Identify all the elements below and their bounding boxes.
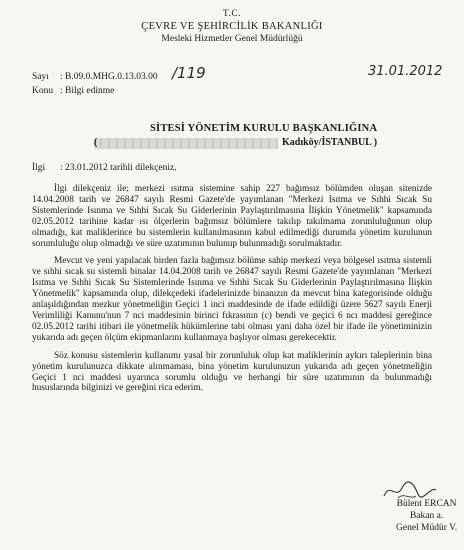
addressee-title: SİTESİ YÖNETİM KURULU BAŞKANLIĞINA (150, 123, 378, 134)
handwritten-date: 31.01.2012 (368, 64, 443, 79)
addressee-paren: ( (94, 137, 98, 148)
konu-label: Konu (32, 86, 54, 96)
letterhead-directorate: Mesleki Hizmetler Genel Müdürlüğü (161, 34, 303, 44)
handwritten-number: /119 (172, 64, 206, 82)
addressee-city: Kadıköy/İSTANBUL ) (282, 137, 378, 148)
redaction-bar (94, 138, 278, 149)
letterhead (0, 8, 464, 45)
ilgi-label: İlgi (32, 163, 46, 173)
sayi-label: Sayı (32, 72, 49, 82)
sayi-row (32, 70, 158, 84)
addressee-address (94, 137, 424, 151)
ilgi-line (32, 163, 177, 173)
letterhead-ministry: ÇEVRE VE ŞEHİRCİLİK BAKANLIĞI (141, 21, 323, 32)
letterhead-tc: T.C. (222, 9, 242, 19)
body-paragraph: İlgi dilekçeniz ile; merkezi ısıtma sistemine sahip 227 bağımsız bölümden oluşan sitenizde 14.04.2008 tarih ve 26847 sayılı Resmi Gazete'de yayımlanan "Merkezi Isıtma ve Sıhhi Sıcak Su Sistemlerinde Isınma ve Sıhhi Sıcak Su Giderlerinin Paylaştırılmasına İlişkin Yönetmelik" kapsamında 02.05.2012 tarihine kadar ısı ölçerlerin bağımsız bölümlere takılıp takılmama zorunluluğunun olup olmadığı, kat maliklerince bu sistemlerin kullanılmasının kabul edilmediği durumda yönetim kurulunun sorumluluğu olup olmadığı ve süre uzatımının bulunup bulunmadığı sorulmaktadır. (32, 184, 432, 249)
signature-block (396, 498, 457, 534)
signatory-name: Bülent ERCAN (396, 499, 457, 509)
letter-body (32, 184, 432, 401)
signatory-title-2: Genel Müdür V. (396, 523, 458, 533)
sayi-value: : B.09.0.MHG.0.13.03.00 (60, 72, 158, 82)
konu-row (32, 84, 158, 98)
body-paragraph: Mevcut ve yeni yapılacak birden fazla bağımsız bölüme sahip merkezi veya bölgesel ısıtma sistemli ve sıhhi sıcak su sistemli binalar 14.04.2008 tarih ve 26847 sayılı Resmi Gazete'de yayımlanan "Merkezi Isıtma ve Sıhhi Sıcak Su Sistemlerinde Isınma ve Sıhhi Sıcak Su Giderlerinin Paylaştırılmasına İlişkin Yönetmelik" kapsamında olup, dilekçedeki ifadelerinizde binanızın da mevcut bina kategorisinde olduğu anlaşıldığından mezkur yönetmeliğin Geçici 1 inci maddesinde de ifade edildiği üzere 5627 sayılı Enerji Verimliliği Kanunu'nun 7 nci maddesinin birinci fıkrasının (c) bendi ve geçici 6 ncı maddesi gereğince 02.05.2012 tarihi itibari ile yönetmelik hükümlerine tabi olması yani daha özel bir ifade ile yönetiminizin yukarıda adı geçen ölçüm ekipmanlarını kullanmaya başlıyor olması gerekecektir. (32, 256, 432, 343)
reference-block (32, 70, 158, 98)
signatory-title-1: Bakan a. (409, 511, 444, 521)
body-paragraph: Söz konusu sistemlerin kullanımı yasal bir zorunluluk olup kat maliklerinin aykırı taleplerinin bina yönetim kurulunuzca dikkate alınmaması, bina yönetim kurulunuzun yukarıda adı geçen yönetmeliğin Geçici 1 nci maddesi uyarınca sorumlu olduğu ve herhangi bir süre uzatımının da bulunmadığı hususlarında bilginizi ve gereğini rica ederim. (32, 350, 432, 394)
ilgi-value: : 23.01.2012 tarihli dilekçeniz. (60, 163, 177, 173)
konu-value: : Bilgi edinme (60, 86, 115, 96)
